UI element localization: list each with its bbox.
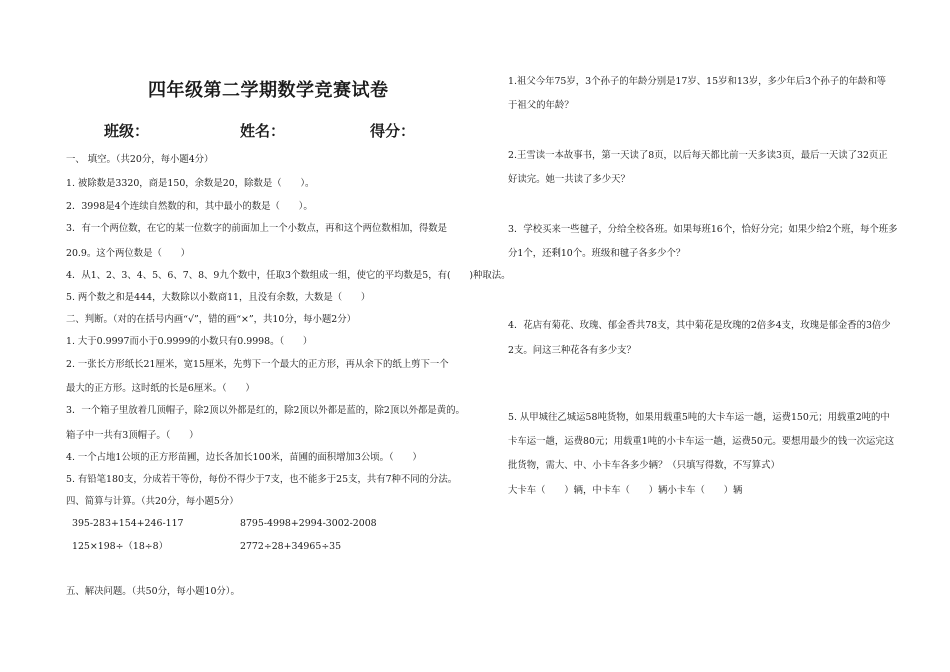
score-label: 得分： [370, 122, 416, 140]
problem-2-line2: 好读完。她一共读了多少天？ [508, 174, 630, 185]
calc-expression-3: 125×198÷（18÷8） [72, 541, 168, 552]
s2-question-5: 5. 有铅笔180支，分成若干等份，每份不得少于7支，也不能多于25支，共有7种不同的分法。 [66, 474, 458, 485]
s2-question-2-line2: 最大的正方形。这时纸的长是6厘米。（ ） [66, 383, 255, 394]
problem-3-line1: 3．学校买来一些毽子，分给全校各班。如果每班16个，恰好分完；如果少给2个班，每个班多 [508, 224, 898, 235]
problem-5-line2: 卡车运一趟，运费80元；用载重1吨的小卡车运一趟，运费50元。要想用最少的钱一次运完这 [508, 436, 895, 447]
problem-5-line3: 批货物，需大、中、小卡车各多少辆？（只填写得数，不写算式） [508, 460, 780, 471]
s2-question-4: 4. 一个占地1公顷的正方形苗圃，边长各加长100米，苗圃的面积增加3公顷。（ ） [66, 452, 422, 463]
problem-4-line2: 2支。问这三种花各有多少支？ [508, 345, 636, 356]
problem-1-line2: 于祖父的年龄？ [508, 100, 574, 111]
s2-question-1: 1. 大于0.9997而小于0.9999的小数只有0.9998。（ ） [66, 336, 313, 347]
name-label: 姓名： [240, 122, 286, 140]
calc-expression-4: 2772÷28+34965÷35 [240, 541, 342, 552]
s2-question-3-line1: 3．一个箱子里放着几顶帽子，除2顶以外都是红的，除2顶以外都是蓝的，除2顶以外都是黄的。 [66, 405, 465, 416]
s1-question-3-line2: 20.9。这个两位数是（ ） [66, 248, 191, 259]
problem-2-line1: 2.王雪读一本故事书，第一天读了8页，以后每天都比前一天多读3页，最后一天读了32页正 [508, 150, 888, 161]
class-label: 班级： [104, 122, 150, 140]
calc-expression-2: 8795-4998+2994-3002-2008 [240, 518, 377, 529]
s1-question-5: 5. 两个数之和是444，大数除以小数商11，且没有余数，大数是（ ） [66, 292, 371, 303]
section5-heading: 五、解决问题。（共50分，每小题10分）。 [66, 586, 240, 597]
s2-question-3-line2: 箱子中一共有3顶帽子。（ ） [66, 430, 199, 441]
calc-expression-1: 395-283+154+246-117 [72, 518, 184, 529]
problem-5-answer-line: 大卡车（ ）辆，中卡车（ ）辆小卡车（ ）辆 [508, 485, 743, 496]
section1-heading: 一、 填空。（共20分，每小题4分） [66, 154, 214, 165]
section4-heading: 四、简算与计算。（共20分，每小题5分） [66, 496, 239, 507]
problem-5-line1: 5. 从甲城往乙城运58吨货物，如果用载重5吨的大卡车运一趟，运费150元；用载重2吨的中 [508, 412, 890, 423]
page-title: 四年级第二学期数学竞赛试卷 [148, 80, 389, 101]
s1-question-1: 1. 被除数是3320，商是150，余数是20，除数是（ ）。 [66, 178, 315, 189]
section2-heading: 二、判断。（对的在括号内画“√”，错的画“×”，共10分，每小题2分） [66, 314, 356, 325]
s1-question-3-line1: 3．有一个两位数，在它的某一位数字的前面加上一个小数点，再和这个两位数相加，得数是 [66, 223, 447, 234]
problem-3-line2: 分1个，还剩10个。班级和毽子各多少个？ [508, 248, 686, 259]
s2-question-2-line1: 2. 一张长方形纸长21厘米，宽15厘米，先剪下一个最大的正方形，再从余下的纸上剪下一个 [66, 359, 449, 370]
s1-question-4: 4．从1、2、3、4、5、6、7、8、9九个数中，任取3个数组成一组，使它的平均数是5，有( )种取法。 [66, 270, 511, 281]
problem-4-line1: 4．花店有菊花、玫瑰、郁金香共78支，其中菊花是玫瑰的2倍多4支，玫瑰是郁金香的3倍少 [508, 320, 891, 331]
problem-1-line1: 1.祖父今年75岁，3个孙子的年龄分别是17岁、15岁和13岁，多少年后3个孙子的年龄和等 [508, 76, 886, 87]
s1-question-2: 2．3998是4个连续自然数的和，其中最小的数是（ ）。 [66, 201, 313, 212]
